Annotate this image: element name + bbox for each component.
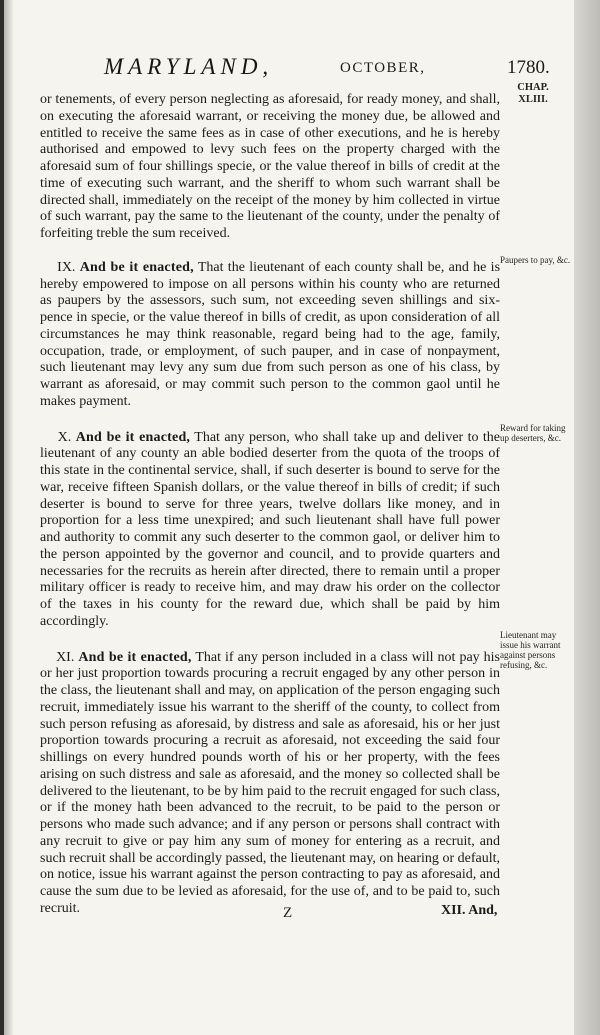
paragraph-text: That any person, who shall take up and deliver to the lieutenant of any county an able bodied deserter from the quota of the troops of this state in the continental service, shall, if such deserter is bound to serve for the war, receive fifteen Spanish dollars, or the value thereof in bills of credit; if such deserter is bound to serve for three years, twelve dollars like money, and in proportion for a less time unexpired; and such lieutenant shall have full power and authority to commit any such deserter to the common gaol, or deliver him to the person appointed by the governor and council, and to provide quarters and necessaries for the recruits as herein after directed, there to remain until a proper military officer is ready to receive him, and may draw his order on the collector of the taxes in his county for the reward due, which shall be paid by him accordingly. bbox=[40, 429, 501, 629]
chapter-note-line1: CHAP. bbox=[517, 82, 549, 93]
signature-mark: Z bbox=[283, 905, 293, 921]
paragraph-number: X. bbox=[57, 429, 72, 445]
chapter-note bbox=[498, 82, 568, 106]
chapter-note-line2: XLIII. bbox=[518, 94, 548, 105]
enacting-clause: And be it enacted, bbox=[78, 649, 192, 665]
paragraph-text: That the lieutenant of each county shall be, and he is hereby empowered to impose on all persons within his county who are returned as paupers by the assessors, such sum, not exceeding seven shillings and six-pence in specie, or the value thereof in bills of credit, as upon consideration of all circumstances he may think reasonable, regard being had to the age, family, occupation, trade, or employment, of such pauper, and in case of nonpayment, such lieutenant may levy any sum due from such person as one of his class, by warrant as aforesaid, or may commit such person to the common gaol until he makes payment. bbox=[40, 259, 501, 409]
margin-note-warrant: Lieutenant may issue his warrant against persons refusing, &c. bbox=[500, 630, 561, 670]
page-edge-shadow bbox=[4, 0, 14, 1035]
header-year: 1780. bbox=[507, 57, 550, 78]
margin-note-paupers: Paupers to pay, &c. bbox=[500, 255, 571, 265]
catchword: XII. And, bbox=[441, 903, 498, 918]
paragraph-number: XI. bbox=[56, 649, 75, 665]
header-title: MARYLAND, bbox=[104, 54, 274, 79]
header-month: OCTOBER, bbox=[340, 60, 426, 76]
paragraph-ix bbox=[40, 260, 500, 411]
running-header bbox=[4, 52, 600, 82]
paragraph-x bbox=[40, 430, 500, 631]
binding-spine bbox=[574, 0, 600, 1035]
paragraph-xi bbox=[40, 650, 500, 918]
paragraph-continuation: or tenements, of every person neglecting as aforesaid, for ready money, and shall, on executing the aforesaid warrant, or receiving the money due, be allowed and entitled to receive the same fees as in case of other executions, and he is hereby authorised and empowed to levy such fees on the property charged with the aforesaid sum of four shillings specie, or the value thereof in bills of credit at the time of executing such warrant, and the sheriff to whom such warrant shall be directed shall, immediately on the receipt of the money by him collected in virtue of such warrant, pay the same to the lieutenant of the county, under the penalty of forfeiting treble the sum received. bbox=[40, 92, 500, 241]
margin-note-deserters: Reward for taking up deserters, &c. bbox=[500, 423, 566, 443]
paragraph-number: IX. bbox=[57, 259, 76, 275]
enacting-clause: And be it enacted, bbox=[79, 259, 194, 275]
paragraph-text: That if any person included in a class will not pay his or her just proportion towards procuring a recruit engaged by any other person in the class, the lieutenant shall and may, on application of the person engaging such recruit, immediately issue his warrant to the sheriff of the county, to collect from such person refusing as aforesaid, by distress and sale as aforesaid, his or her just proportion towards procuring a recruit as aforesaid, not exceeding the said four shillings on every hundred pounds worth of his or her property, with the fees arising on such distress and sale as aforesaid, and the money so collected shall be delivered to the lieutenant, to be by him paid to the recruit engaged for such class, or if the money hath been advanced to the recruit, to be paid to the person or persons who made such advance; and if any person or persons shall contract with any recruit to give or pay him any sum of money for entering as a recruit, and such recruit shall be accordingly passed, the lieutenant may, on hearing or default, on notice, issue his warrant against the person contracting to pay as aforesaid, and cause the sum due to be levied as aforesaid, for the use of, and to be paid to, such recruit. bbox=[40, 649, 501, 916]
body-text bbox=[40, 92, 500, 918]
enacting-clause: And be it enacted, bbox=[75, 429, 191, 445]
